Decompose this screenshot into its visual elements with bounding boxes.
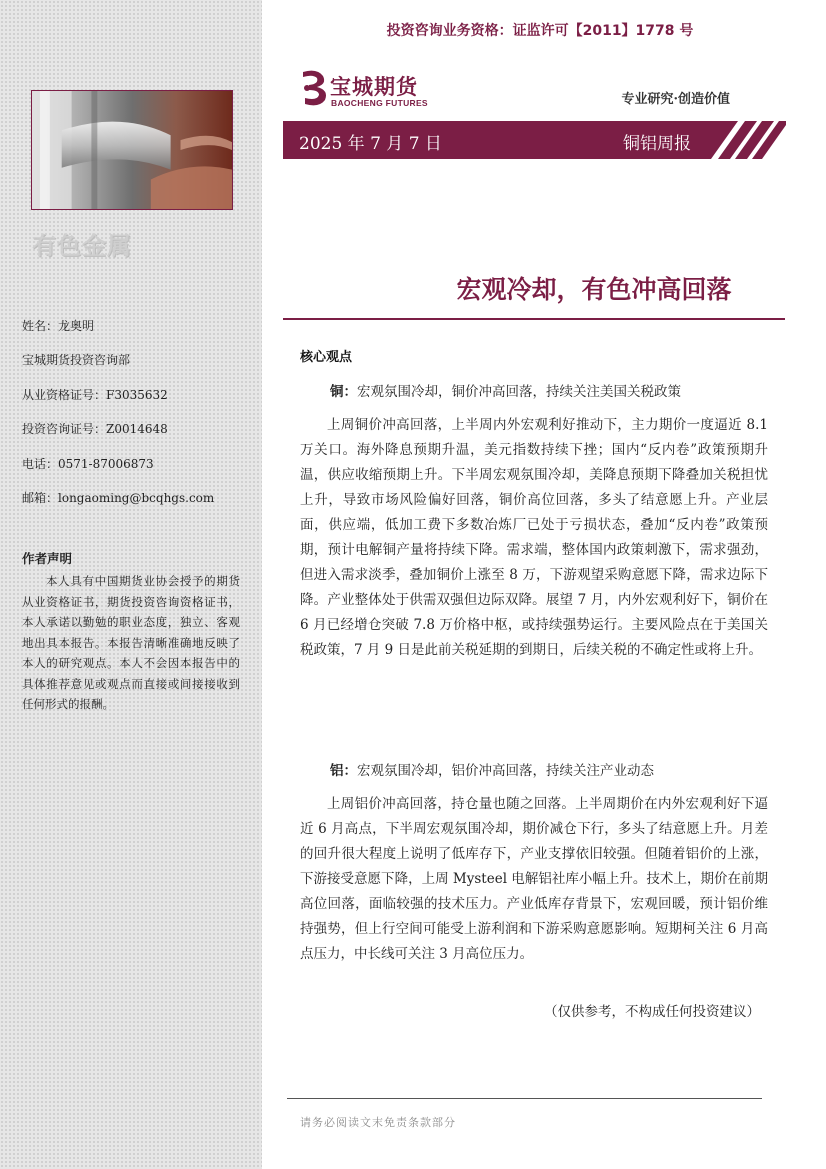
author-department: 宝城期货投资咨询部: [22, 353, 131, 368]
author-consult-no: 投资咨询证号：Z0014648: [22, 422, 168, 437]
author-phone: 电话：0571-87006873: [22, 456, 154, 471]
author-email[interactable]: 邮箱：longaoming@bcqhgs.com: [22, 490, 215, 505]
copper-summary: [330, 380, 681, 400]
report-date: 2025 年 7 月 7 日: [299, 134, 442, 154]
disclaimer-note: （仅供参考，不构成任何投资建议）: [544, 1004, 760, 1020]
logo-cn-text: 宝城期货: [330, 74, 418, 99]
title-divider: [283, 318, 785, 320]
core-view-heading: 核心观点: [300, 350, 353, 365]
aluminum-paragraph: 上周铝价冲高回落，持仓量也随之回落。上半周期价在内外宏观利好下逼近 6 月高点，下半周宏观氛围冷却，期价减仓下行，多头了结意愿上升。月差的回升很大程度上说明了低库存下，产业支撑依旧较强。但随着铝价的上涨，下游接受意愿下降，上周 Mysteel 电解铝社库小幅上升。技术上，期价在前期高位回落，面临较强的技术压力。产业低库存背景下，宏观回暖，预计铝价维持强势，但上行空间可能受上游利润和下游采购意愿影响。短期柯关注 6 月高点压力，中长线可关注 3 月高位压力。: [300, 796, 768, 962]
date-banner: [283, 121, 786, 159]
copper-summary-text: 宏观氛围冷却，铜价冲高回落，持续关注美国关税政策: [357, 384, 681, 400]
declaration-body: 本人具有中国期货业协会授予的期货从业资格证书，期货投资咨询资格证书，本人承诺以勤勉的职业态度，独立、客观地出具本报告。本报告清晰准确地反映了本人的研究观点。本人不会因本报告中的具体推荐意见或观点而直接或间接接收到任何形式的报酬。: [22, 574, 240, 711]
copper-paragraph: 上周铜价冲高回落，上半周内外宏观利好推动下，主力期价一度逼近 8.1 万关口。海外降息预期升温，美元指数持续下挫；国内“反内卷”政策预期升温，供应收缩预期上升。下半周宏观氛围冷却，美降息预期下降叠加关税担忧上升，导致市场风险偏好回落，铜价高位回落，多头了结意愿上升。产业层面，供应端，低加工费下多数冶炼厂已处于亏损状态，叠加“反内卷”政策预期，预计电解铜产量将持续下降。需求端，整体国内政策刺激下，需求强劲，但进入需求淡季，叠加铜价上涨至 8 万，下游观望采购意愿下降，需求边际下降。产业整体处于供需双强但边际双降。展望 7 月，内外宏观利好下，铜价在 6 月已经增仓突破 7.8 万价格中枢，或持续强势运行。主要风险点在于美国关税政策，7 月 9 日是此前关税延期的到期日，后续关税的不确定性或将上升。: [300, 417, 768, 658]
aluminum-label: 铝：: [330, 763, 357, 779]
logo-en-text: BAOCHENG FUTURES: [331, 98, 428, 108]
sector-label: 有色金属: [32, 232, 132, 260]
left-sidebar: [0, 0, 262, 1169]
footer-notice: 请务必阅读文末免责条款部分: [300, 1116, 456, 1129]
declaration-title: 作者声明: [22, 551, 73, 566]
cover-photo: [31, 90, 233, 210]
author-name: 姓名：龙奥明: [22, 319, 95, 333]
author-info: [22, 317, 252, 523]
report-type: 铜铝周报: [623, 134, 691, 154]
logo-mark-icon: [297, 68, 331, 108]
aluminum-summary: [330, 759, 654, 779]
author-license-no: 从业资格证号：F3035632: [22, 387, 168, 402]
company-logo: [297, 68, 437, 112]
footer-divider: [287, 1098, 762, 1099]
report-title: 宏观冷却，有色冲高回落: [456, 275, 732, 304]
slogan: 专业研究·创造价值: [621, 92, 730, 107]
aluminum-summary-text: 宏观氛围冷却，铝价冲高回落，持续关注产业动态: [357, 763, 654, 779]
license-text: 投资咨询业务资格：证监许可【2011】1778 号: [386, 23, 694, 39]
copper-label: 铜：: [330, 384, 357, 400]
